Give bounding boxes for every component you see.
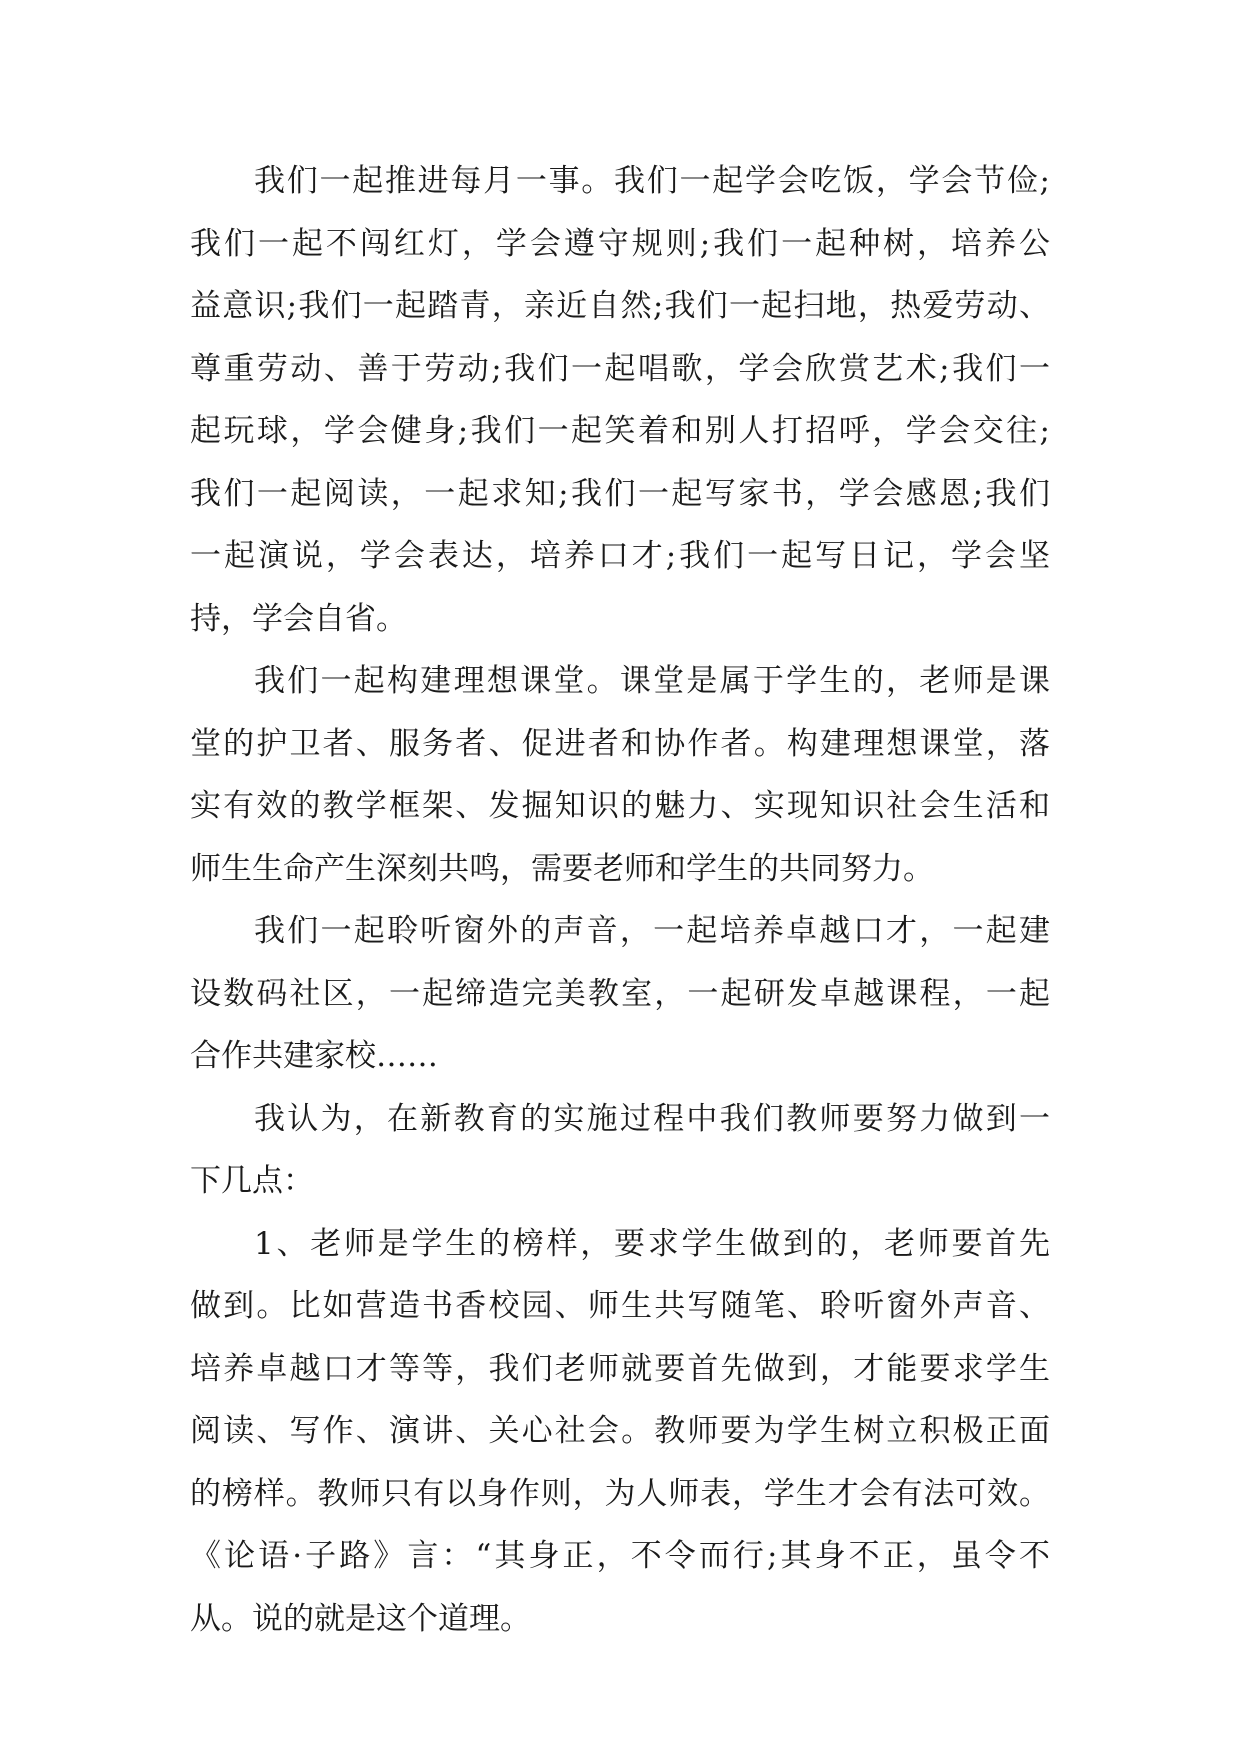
text-line: 尊重劳动、善于劳动;我们一起唱歌，学会欣赏艺术;我们一 bbox=[190, 350, 1050, 387]
document-body bbox=[190, 150, 1050, 1650]
text-line: 实有效的教学框架、发掘知识的魅力、实现知识社会生活和 bbox=[190, 788, 1050, 824]
text-line: 我们一起推进每月一事。我们一起学会吃饭，学会节俭; bbox=[254, 163, 1050, 199]
text-line: 我们一起不闯红灯，学会遵守规则;我们一起种树，培养公 bbox=[190, 225, 1050, 262]
text-line: 持，学会自省。 bbox=[190, 600, 407, 637]
text-line: 做到。比如营造书香校园、师生共写随笔、聆听窗外声音、 bbox=[190, 1288, 1050, 1324]
text-line: 下几点： bbox=[190, 1163, 314, 1199]
text-line: 一起演说，学会表达，培养口才;我们一起写日记，学会坚 bbox=[190, 538, 1050, 574]
text-line: 从。说的就是这个道理。 bbox=[190, 1600, 531, 1637]
text-line: 我们一起构建理想课堂。课堂是属于学生的，老师是课 bbox=[254, 663, 1050, 699]
text-line: 益意识;我们一起踏青，亲近自然;我们一起扫地，热爱劳动、 bbox=[190, 288, 1050, 324]
text-line: 设数码社区，一起缔造完美教室，一起研发卓越课程，一起 bbox=[190, 975, 1050, 1012]
text-line: 我们一起聆听窗外的声音，一起培养卓越口才，一起建 bbox=[254, 913, 1050, 949]
text-line: 堂的护卫者、服务者、促进者和协作者。构建理想课堂，落 bbox=[190, 725, 1050, 762]
text-line: 的榜样。教师只有以身作则，为人师表，学生才会有法可效。 bbox=[190, 1475, 1050, 1512]
text-line: 师生生命产生深刻共鸣，需要老师和学生的共同努力。 bbox=[190, 850, 934, 887]
text-line: 我们一起阅读，一起求知;我们一起写家书，学会感恩;我们 bbox=[190, 475, 1050, 512]
text-line: 阅读、写作、演讲、关心社会。教师要为学生树立积极正面 bbox=[190, 1413, 1050, 1449]
text-line: 我认为，在新教育的实施过程中我们教师要努力做到一 bbox=[254, 1100, 1050, 1137]
text-line: 合作共建家校…… bbox=[190, 1038, 438, 1074]
text-line: 起玩球，学会健身;我们一起笑着和别人打招呼，学会交往; bbox=[190, 413, 1050, 449]
text-line: 1、老师是学生的榜样，要求学生做到的，老师要首先 bbox=[254, 1225, 1050, 1262]
text-line: 《论语·子路》言：“其身正，不令而行;其身不正，虽令不 bbox=[190, 1538, 1050, 1574]
text-line: 培养卓越口才等等，我们老师就要首先做到，才能要求学生 bbox=[190, 1350, 1050, 1387]
